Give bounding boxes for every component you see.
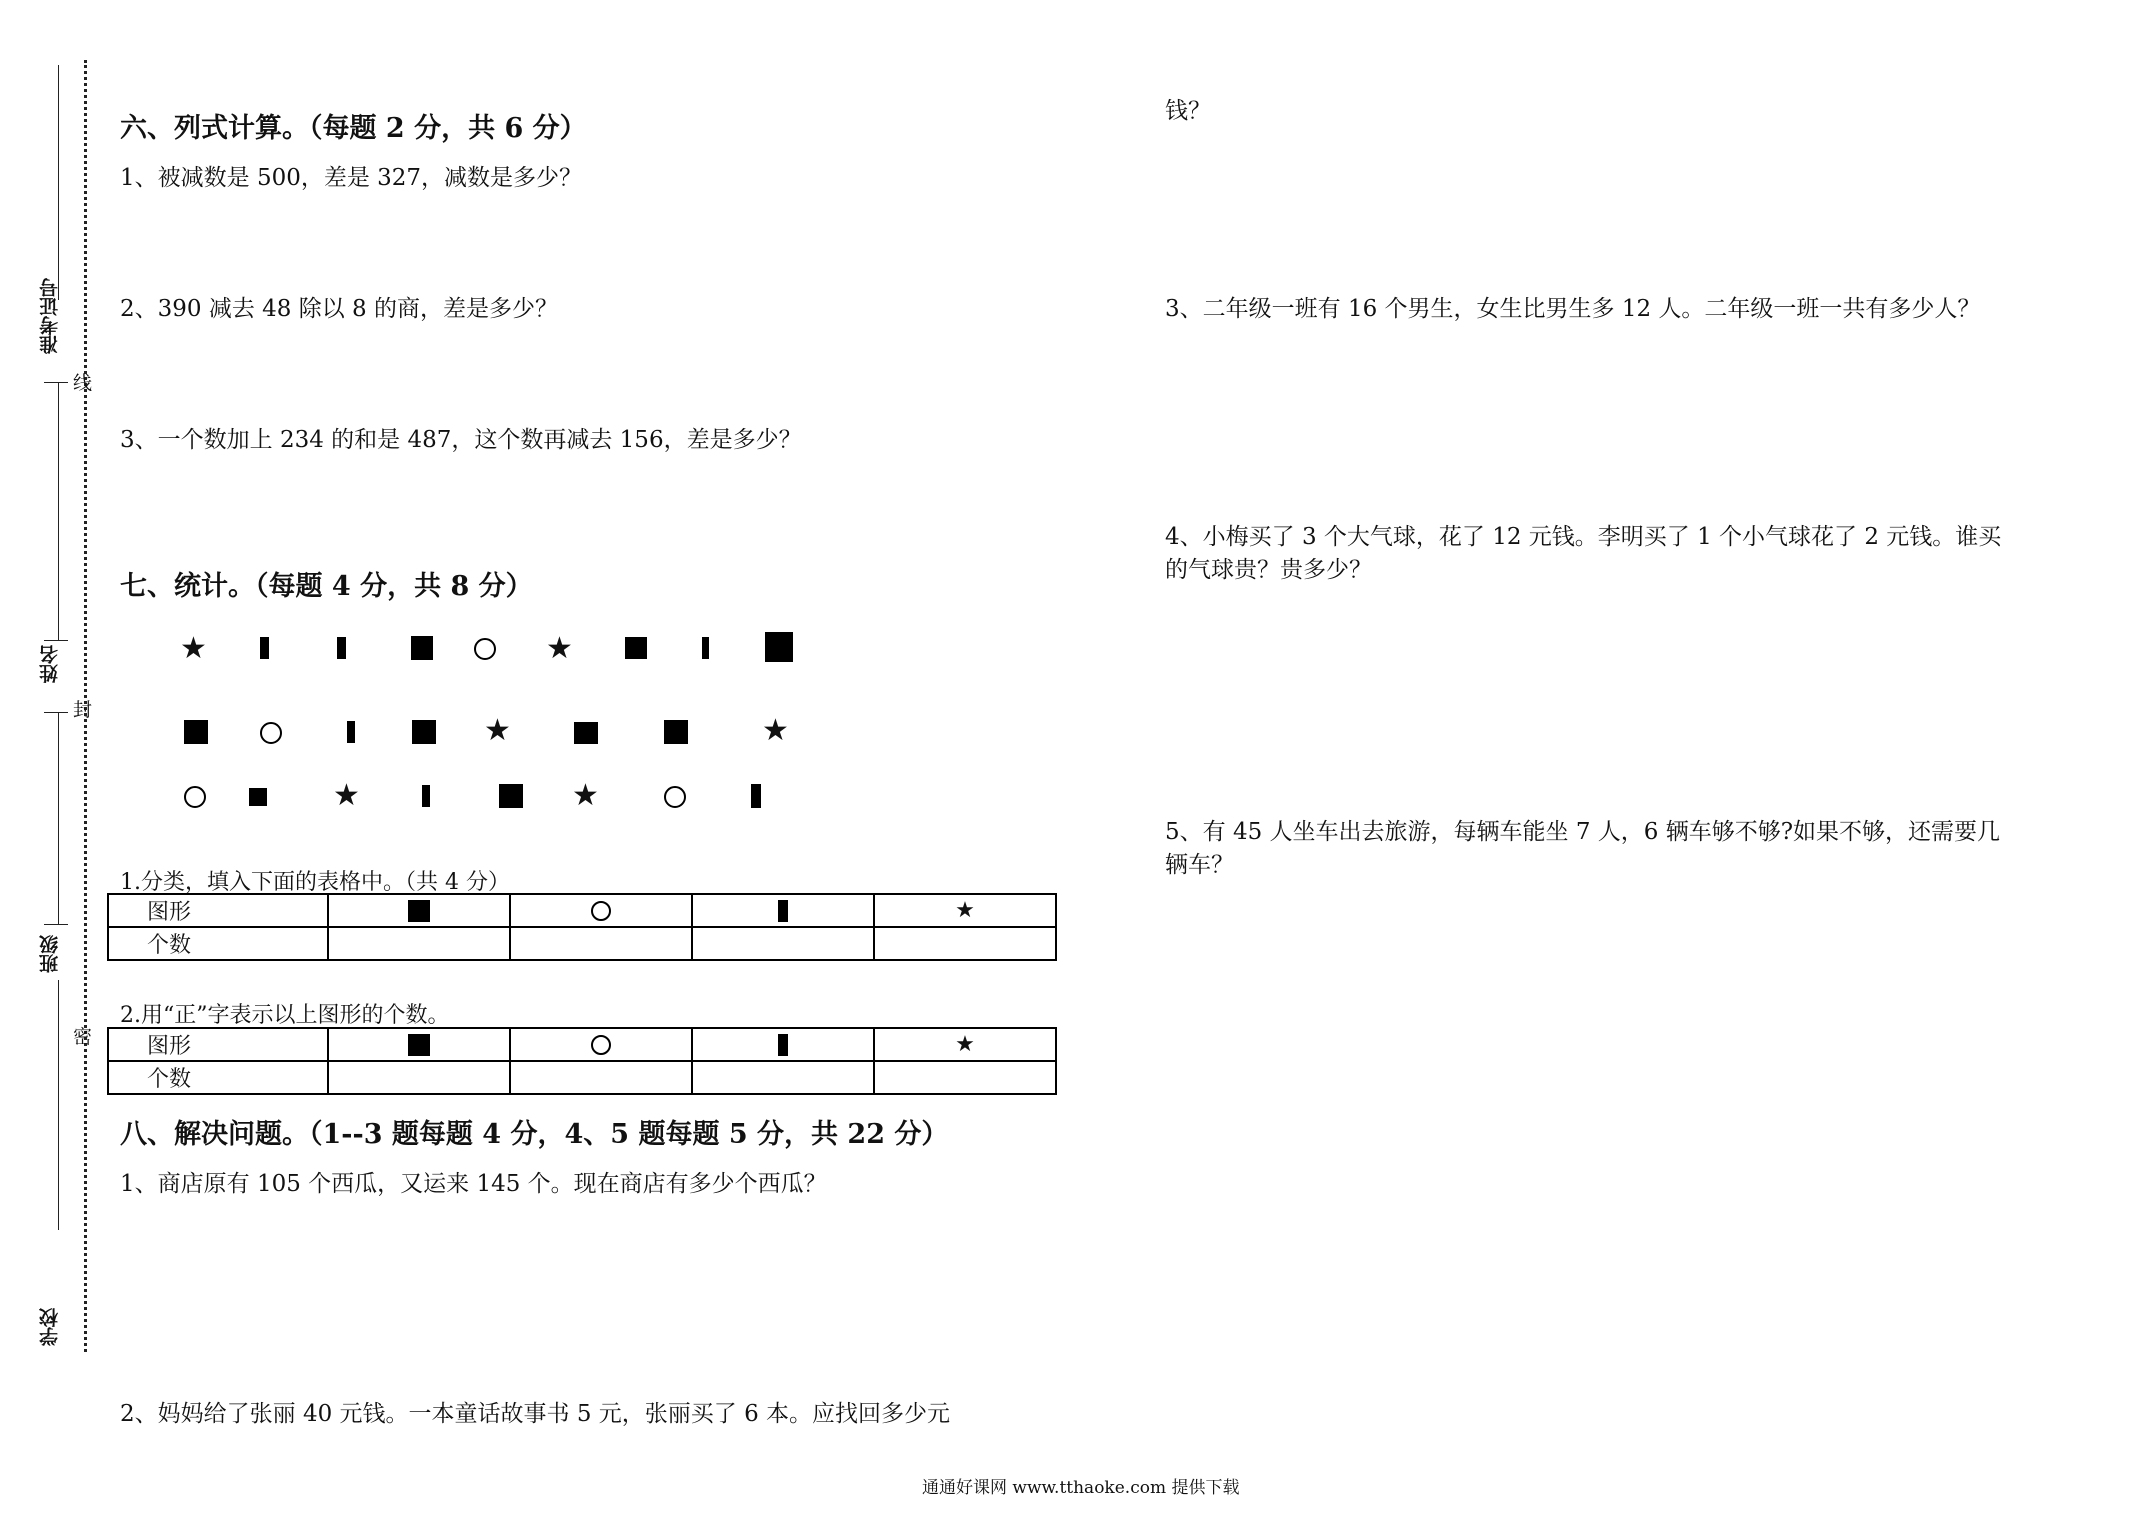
margin-label-name: 姓名 [39,645,61,683]
section-8-question-4-line-1: 4、小梅买了 3 个大气球，花了 12 元钱。李明买了 1 个小气球花了 2 元钱。谁买 [1165,524,2002,550]
table-row [108,927,1056,960]
section-8-question-3: 3、二年级一班有 16 个男生，女生比男生多 12 人。二年级一班一共有多少人？ [1165,296,1981,322]
section-6-question-2: 2、390 减去 48 除以 8 的商，差是多少？ [120,296,558,322]
margin-label-school: 学校 [39,1308,61,1346]
table-row-label: 图形 [108,894,328,927]
margin-tick-2 [44,640,68,641]
answer-cell[interactable] [874,927,1056,960]
section-8-title: 八、解决问题。（1--3 题每题 4 分，4、5 题每题 5 分，共 22 分） [120,1119,949,1150]
square-icon [412,720,436,744]
bar-icon [702,637,709,659]
answer-cell[interactable] [692,927,874,960]
margin-label-class: 班级 [39,935,61,973]
margin-tick-3 [44,712,68,713]
circle-icon [591,1035,611,1055]
footer-credit: 通通好课网 www.tthaoke.com 提供下载 [922,1478,1240,1498]
section-8-question-2-continued: 钱？ [1165,98,1211,124]
section-6-title: 六、列式计算。（每题 2 分，共 6 分） [120,113,587,144]
section-6-question-3: 3、一个数加上 234 的和是 487，这个数再减去 156，差是多少？ [120,427,802,453]
bar-icon [260,637,269,659]
star-icon: ★ [180,631,207,666]
circle-icon [260,722,282,744]
margin-tick-4 [44,924,68,925]
circle-icon [591,901,611,921]
star-icon: ★ [546,631,573,666]
table-row [108,894,1056,927]
table-row [108,1061,1056,1094]
table-cell-circle [510,894,692,927]
square-icon [184,720,208,744]
square-icon [765,632,793,662]
circle-icon [664,786,686,808]
square-icon [625,637,647,659]
square-icon [411,636,433,660]
square-icon [574,722,598,744]
margin-rule-1 [58,65,59,300]
tally-table-2 [107,1027,1057,1095]
table-cell-star [874,1028,1056,1061]
section-7-part-1: 1.分类，填入下面的表格中。（共 4 分） [120,870,510,895]
seal-char-xian: 线 [73,372,93,394]
seal-char-feng: 封 [73,699,93,721]
table-cell-square [328,1028,510,1061]
bar-icon [422,785,430,807]
margin-label-exam-id: 准考证号 [39,278,61,354]
table-row-label: 个数 [108,927,328,960]
square-icon [408,900,430,922]
table-row-label: 个数 [108,1061,328,1094]
table-cell-bar [692,894,874,927]
star-icon: ★ [955,898,975,923]
star-icon: ★ [572,778,599,813]
table-cell-circle [510,1028,692,1061]
section-8-question-2: 2、妈妈给了张丽 40 元钱。一本童话故事书 5 元，张丽买了 6 本。应找回多少元 [120,1401,951,1427]
square-icon [408,1034,430,1056]
bar-icon [778,900,788,922]
answer-cell[interactable] [874,1061,1056,1094]
margin-rule-3 [58,712,59,924]
square-icon [249,788,267,806]
star-icon: ★ [484,713,511,748]
section-7-title: 七、统计。（每题 4 分，共 8 分） [120,571,533,602]
bar-icon [337,637,346,659]
section-8-question-1: 1、商店原有 105 个西瓜，又运来 145 个。现在商店有多少个西瓜？ [120,1171,827,1197]
section-7-part-2: 2.用“正”字表示以上图形的个数。 [120,1003,450,1028]
table-row [108,1028,1056,1061]
section-8-question-4-line-2: 的气球贵？贵多少？ [1165,557,1372,583]
star-icon: ★ [333,778,360,813]
bar-icon [778,1034,788,1056]
square-icon [664,720,688,744]
table-cell-square [328,894,510,927]
answer-cell[interactable] [328,927,510,960]
star-icon: ★ [762,713,789,748]
answer-cell[interactable] [692,1061,874,1094]
bar-icon [751,784,761,808]
answer-cell[interactable] [510,1061,692,1094]
circle-icon [184,786,206,808]
section-8-question-5-line-2: 辆车？ [1165,852,1234,878]
margin-tick-1 [44,382,68,383]
bar-icon [347,721,355,743]
circle-icon [474,638,496,660]
seal-char-mi: 密 [73,1026,93,1048]
section-6-question-1: 1、被减数是 500，差是 327，减数是多少？ [120,165,583,191]
answer-cell[interactable] [328,1061,510,1094]
tally-table-1 [107,893,1057,961]
margin-rule-2 [58,382,59,640]
answer-cell[interactable] [510,927,692,960]
section-8-question-5-line-1: 5、有 45 人坐车出去旅游，每辆车能坐 7 人，6 辆车够不够?如果不够，还需要几 [1165,819,2001,845]
table-cell-bar [692,1028,874,1061]
square-icon [499,784,523,808]
table-row-label: 图形 [108,1028,328,1061]
star-icon: ★ [955,1032,975,1057]
margin-rule-4 [58,980,59,1230]
table-cell-star [874,894,1056,927]
